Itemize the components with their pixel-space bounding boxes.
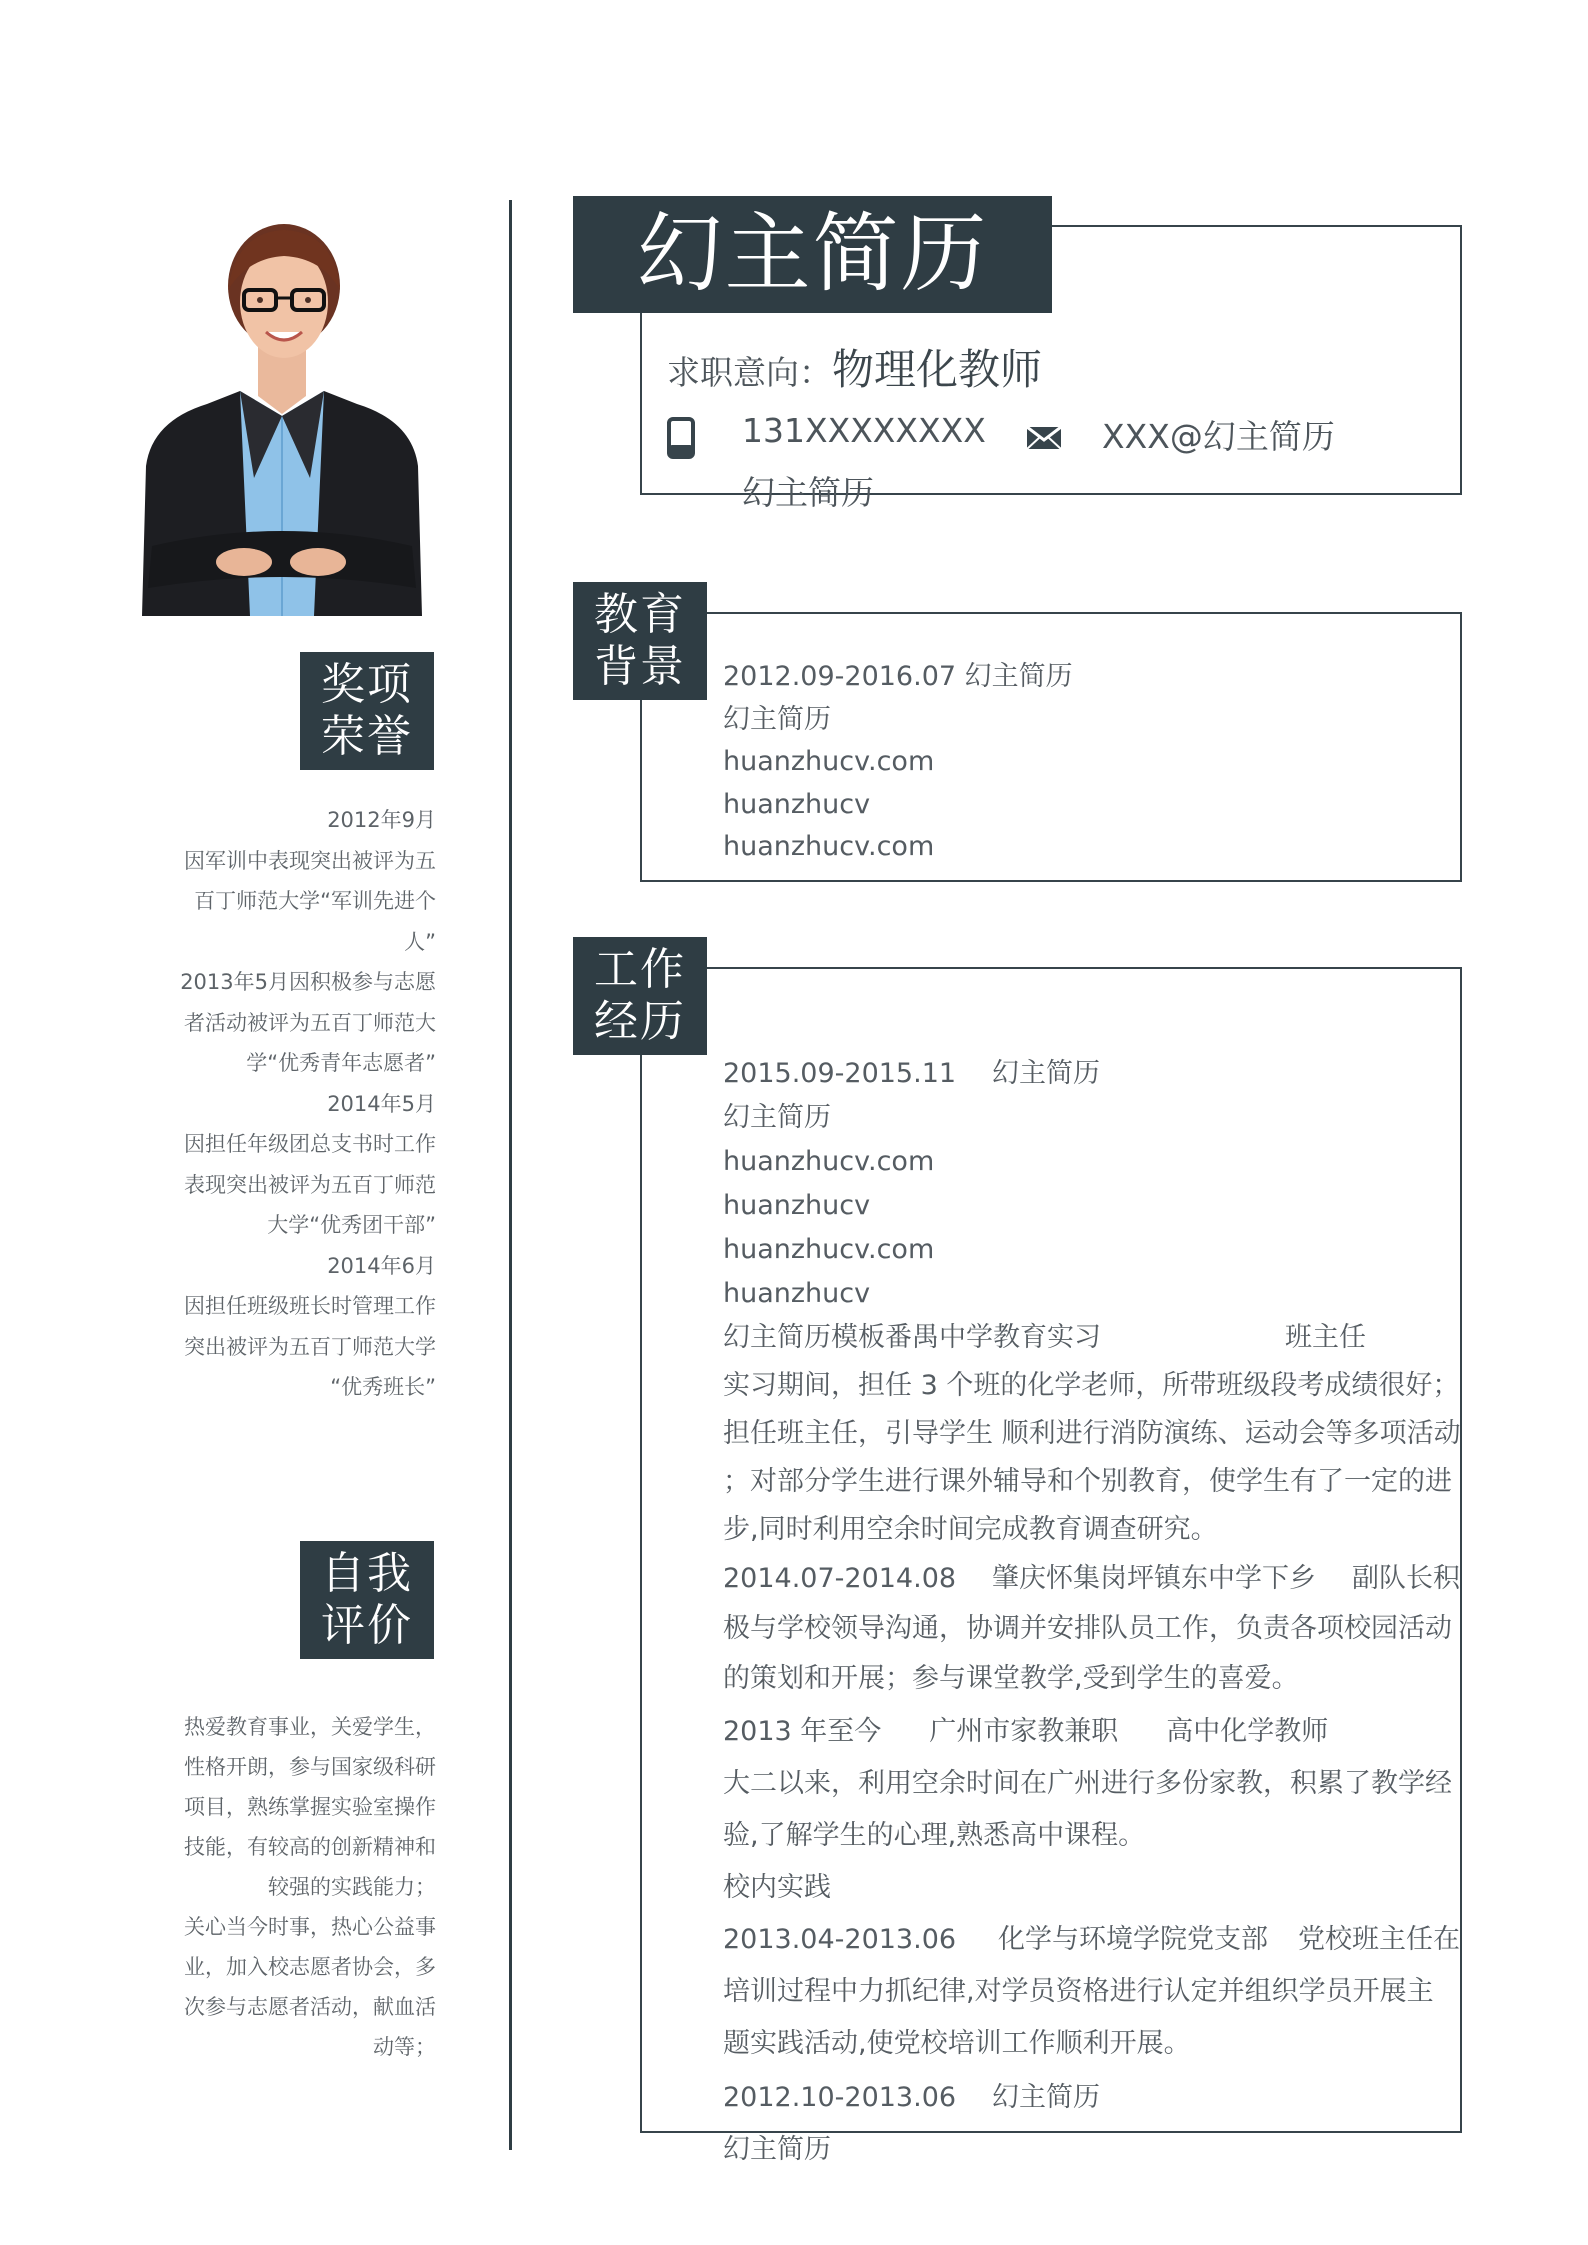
awards-line: 因军训中表现突出被评为五	[184, 848, 436, 873]
work-date: 2013 年至今	[723, 1716, 882, 1747]
self-eval-heading-line1: 自我	[321, 1548, 413, 1599]
campus-practice-label: 校内实践	[723, 1872, 831, 1903]
education-line: huanzhucv.com	[723, 831, 935, 862]
work-content	[723, 1052, 1461, 2165]
profile-photo	[132, 216, 428, 616]
work-line: 幻主简历	[723, 2134, 831, 2165]
work-org: 幻主简历	[992, 2082, 1101, 2113]
phone-icon	[666, 417, 696, 459]
work-line: huanzhucv	[723, 1190, 871, 1221]
work-heading-line1: 工作	[594, 944, 686, 995]
work-role: 高中化学教师	[1166, 1716, 1329, 1747]
work-role: 党校班主任在	[1298, 1924, 1461, 1955]
work-line: 培训过程中力抓纪律,对学员资格进行认定并组织学员开展主	[723, 1976, 1434, 2007]
work-line: 实习期间，担任 3 个班的化学老师，所带班级段考成绩很好；	[723, 1370, 1460, 1401]
self-eval-text	[160, 1707, 436, 2067]
mail-icon	[1026, 423, 1062, 451]
phone-number: 131XXXXXXXX	[742, 411, 986, 450]
education-line: 2012.09-2016.07 幻主简历	[723, 661, 1073, 692]
work-date: 2012.10-2013.06	[723, 2082, 957, 2113]
work-org: 幻主简历模板番禺中学教育实习	[723, 1322, 1101, 1353]
vertical-divider	[509, 200, 512, 2150]
self-eval-line: 项目，熟练掌握实验室操作	[184, 1795, 436, 1819]
awards-line: 因担任班级班长时管理工作	[184, 1294, 436, 1318]
work-org: 肇庆怀集岗坪镇东中学下乡	[992, 1563, 1317, 1594]
work-org: 广州市家教兼职	[929, 1716, 1119, 1747]
work-line: 幻主简历	[723, 1102, 831, 1133]
awards-line: 2014年5月	[327, 1091, 436, 1116]
self-eval-line: 较强的实践能力；	[268, 1875, 436, 1899]
self-eval-heading-line2: 评价	[321, 1600, 413, 1651]
intent-row	[667, 337, 1042, 397]
education-heading	[573, 582, 707, 700]
work-date: 2014.07-2014.08	[723, 1563, 957, 1594]
awards-line: 者活动被评为五百丁师范大	[184, 1010, 436, 1035]
work-date: 2013.04-2013.06	[723, 1924, 957, 1955]
awards-line: 表现突出被评为五百丁师范	[184, 1172, 436, 1197]
work-line: 题实践活动,使党校培训工作顺利开展。	[723, 2028, 1191, 2059]
intent-label: 求职意向：	[667, 353, 832, 392]
work-line: huanzhucv.com	[723, 1146, 935, 1177]
work-line: 极与学校领导沟通，协调并安排队员工作，负责各项校园活动	[723, 1613, 1452, 1644]
self-eval-heading	[300, 1541, 434, 1659]
header-extra: 幻主简历	[742, 473, 874, 512]
work-line: 担任班主任，引导学生 顺利进行消防演练、运动会等多项活动	[723, 1418, 1461, 1449]
education-heading-line2: 背景	[594, 641, 686, 692]
work-role: 副队长积	[1352, 1563, 1461, 1594]
work-org: 化学与环境学院党支部	[998, 1924, 1269, 1955]
education-line: huanzhucv.com	[723, 746, 935, 777]
awards-line: 突出被评为五百丁师范大学	[184, 1334, 436, 1359]
awards-line: 2013年5月因积极参与志愿	[180, 970, 436, 994]
intent-value: 物理化教师	[832, 345, 1043, 394]
awards-line: 大学“优秀团干部”	[267, 1213, 436, 1237]
self-eval-line: 次参与志愿者活动，献血活	[184, 1995, 436, 2019]
awards-heading-line1: 奖项	[321, 659, 413, 710]
email-address: XXX@幻主简历	[1102, 417, 1335, 456]
work-line: ；对部分学生进行课外辅导和个别教育，使学生有了一定的进	[723, 1466, 1452, 1497]
self-eval-line: 热爱教育事业，关爱学生，	[184, 1715, 436, 1739]
work-line: 验,了解学生的心理,熟悉高中课程。	[723, 1820, 1146, 1851]
education-line: huanzhucv	[723, 788, 871, 820]
awards-line: “优秀班长”	[330, 1375, 436, 1399]
self-eval-line: 业，加入校志愿者协会，多	[184, 1955, 436, 1979]
self-eval-line: 动等；	[373, 2035, 436, 2059]
awards-heading	[300, 652, 434, 770]
awards-heading-line2: 荣誉	[321, 711, 413, 762]
work-line: 大二以来，利用空余时间在广州进行多份家教，积累了教学经	[723, 1768, 1452, 1799]
awards-line: 因担任年级团总支书时工作	[184, 1132, 436, 1156]
work-line: huanzhucv	[723, 1278, 871, 1309]
awards-line: 2014年6月	[327, 1253, 436, 1278]
work-line: huanzhucv.com	[723, 1234, 935, 1265]
work-date: 2015.09-2015.11	[723, 1058, 957, 1089]
education-heading-line1: 教育	[594, 589, 686, 640]
self-eval-line: 性格开朗，参与国家级科研	[184, 1755, 436, 1779]
awards-line: 2012年9月	[327, 808, 436, 832]
self-eval-line: 关心当今时事，热心公益事	[184, 1915, 436, 1939]
page-title: 幻主简历	[573, 196, 1052, 313]
work-heading	[573, 937, 707, 1055]
work-org: 幻主简历	[992, 1058, 1101, 1089]
work-line: 的策划和开展；参与课堂教学,受到学生的喜爱。	[723, 1663, 1299, 1694]
work-role: 班主任	[1285, 1322, 1366, 1353]
education-content	[723, 656, 1423, 869]
awards-line: 百丁师范大学“军训先进个	[194, 889, 436, 913]
self-eval-line: 技能，有较高的创新精神和	[184, 1835, 436, 1859]
awards-line: 学“优秀青年志愿者”	[246, 1051, 436, 1075]
awards-text	[160, 800, 436, 1408]
education-line: 幻主简历	[723, 703, 831, 735]
work-line: 步,同时利用空余时间完成教育调查研究。	[723, 1514, 1218, 1545]
awards-line: 人”	[404, 929, 436, 954]
work-heading-line2: 经历	[594, 996, 686, 1047]
